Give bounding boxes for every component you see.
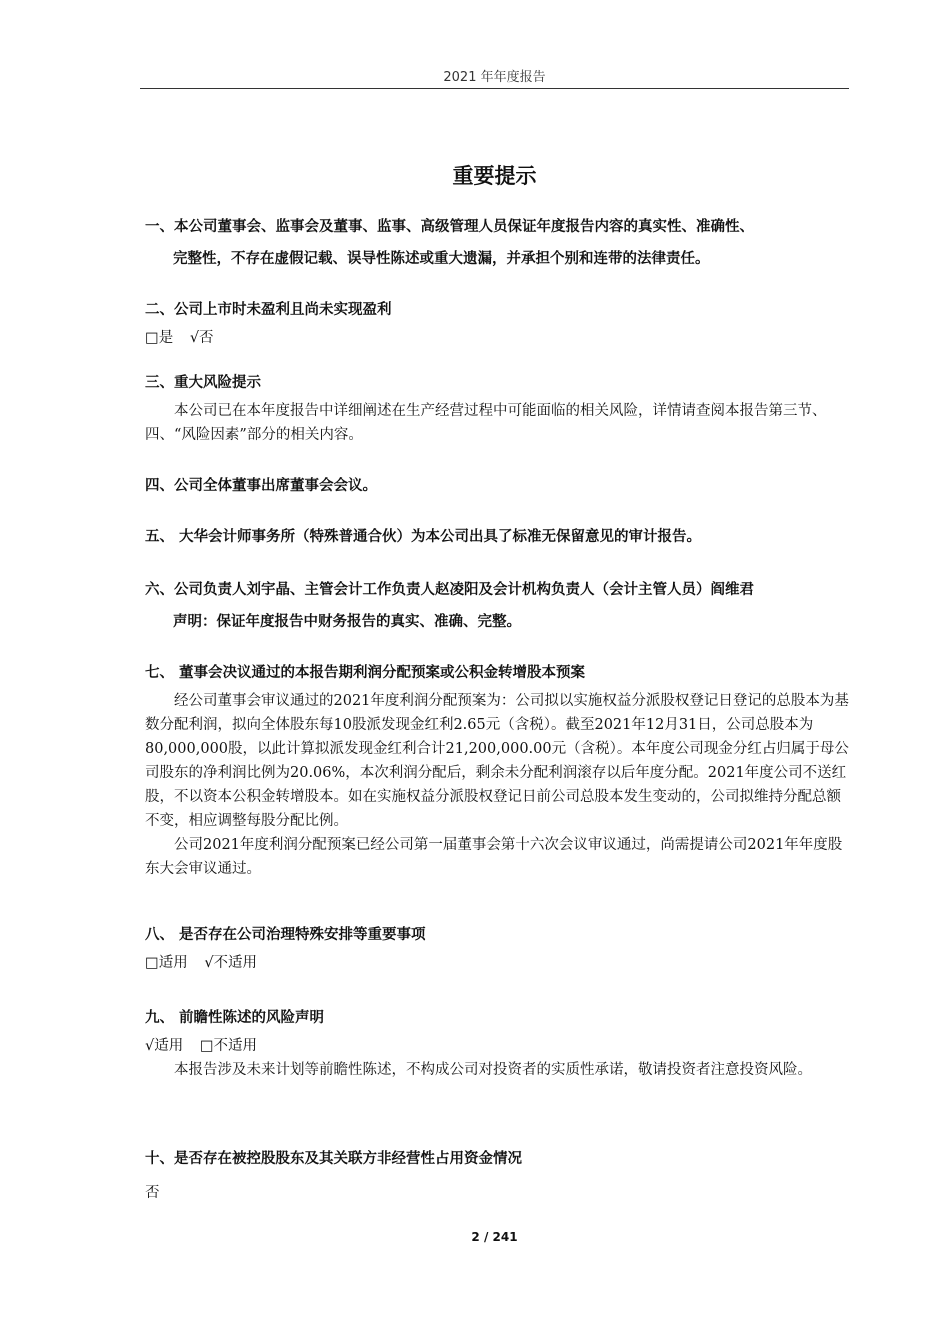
- section-10: [145, 1143, 850, 1205]
- section-9-body: 本报告涉及未来计划等前瞻性陈述，不构成公司对投资者的实质性承诺，敬请投资者注意投资风险。: [174, 1062, 812, 1078]
- option-yes: □是: [145, 330, 174, 346]
- section-6-line-2: 声明：保证年度报告中财务报告的真实、准确、完整。: [173, 614, 521, 630]
- section-5-heading: 五、 大华会计师事务所（特殊普通合伙）为本公司出具了标准无保留意见的审计报告。: [145, 529, 702, 545]
- section-6-line-1: 六、公司负责人刘宇晶、主管会计工作负责人赵凌阳及会计机构负责人（会计主管人员）阎维君: [145, 582, 754, 598]
- option-not-applicable: √不适用: [204, 955, 258, 971]
- section-3-heading: 三、重大风险提示: [145, 375, 261, 391]
- section-2: [145, 294, 850, 350]
- section-8: [145, 919, 850, 975]
- page-number: 2 / 241: [471, 1230, 518, 1244]
- section-2-heading: 二、公司上市时未盈利且尚未实现盈利: [145, 302, 392, 318]
- page-title: 重要提示: [452, 164, 537, 188]
- section-4-heading: 四、公司全体董事出席董事会会议。: [145, 478, 377, 494]
- section-7-heading: 七、 董事会决议通过的本报告期利润分配预案或公积金转增股本预案: [145, 665, 586, 681]
- option-applicable: □适用: [145, 955, 188, 971]
- section-1-line-2: 完整性，不存在虚假记载、误导性陈述或重大遗漏，并承担个别和连带的法律责任。: [173, 251, 710, 267]
- option-not-applicable: □不适用: [199, 1038, 258, 1054]
- section-4: [145, 470, 850, 502]
- section-10-heading: 十、是否存在被控股股东及其关联方非经营性占用资金情况: [145, 1151, 522, 1167]
- section-1-line-1: 一、本公司董事会、监事会及董事、监事、高级管理人员保证年度报告内容的真实性、准确性、: [145, 219, 754, 235]
- page-header: 2021 年年度报告: [443, 70, 546, 85]
- section-9: [145, 1002, 850, 1082]
- section-9-heading: 九、 前瞻性陈述的风险声明: [145, 1010, 325, 1026]
- section-8-options: [145, 951, 850, 975]
- section-7-paragraph-2: 公司2021年度利润分配预案已经公司第一届董事会第十六次会议审议通过，尚需提请公司2021年年度股东大会审议通过。: [145, 837, 843, 877]
- header-rule: [140, 88, 849, 89]
- section-8-heading: 八、 是否存在公司治理特殊安排等重要事项: [145, 927, 426, 943]
- section-6: [145, 574, 850, 638]
- section-2-options: [145, 326, 850, 350]
- section-5: [145, 521, 850, 553]
- section-6-heading: [145, 574, 850, 638]
- option-no: √否: [189, 330, 214, 346]
- section-3: [145, 367, 850, 447]
- option-applicable: √适用: [145, 1038, 184, 1054]
- section-9-options: [145, 1034, 850, 1058]
- section-7-paragraph-1: 经公司董事会审议通过的2021年度利润分配预案为：公司拟以实施权益分派股权登记日登记的总股本为基数分配利润，拟向全体股东每10股派发现金红利2.65元（含税）。截至2021年12月31日，公司总股本为80,000,000股，以此计算拟派发现金红利合计21,200,000.00元（含税）。本年度公司现金分红占归属于母公司股东的净利润比例为20.06%，本次利润分配后，剩余未分配利润滚存以后年度分配。2021年度公司不送红股，不以资本公积金转增股本。如在实施权益分派股权登记日前公司总股本发生变动的，公司拟维持分配总额不变，相应调整每股分配比例。: [145, 693, 849, 829]
- section-7: [145, 657, 850, 881]
- section-1-heading: [145, 211, 850, 275]
- section-3-body: 本公司已在本年度报告中详细阐述在生产经营过程中可能面临的相关风险，详情请查阅本报告第三节、四、“风险因素”部分的相关内容。: [145, 403, 827, 443]
- section-1: [145, 211, 850, 275]
- section-10-answer: 否: [145, 1185, 160, 1201]
